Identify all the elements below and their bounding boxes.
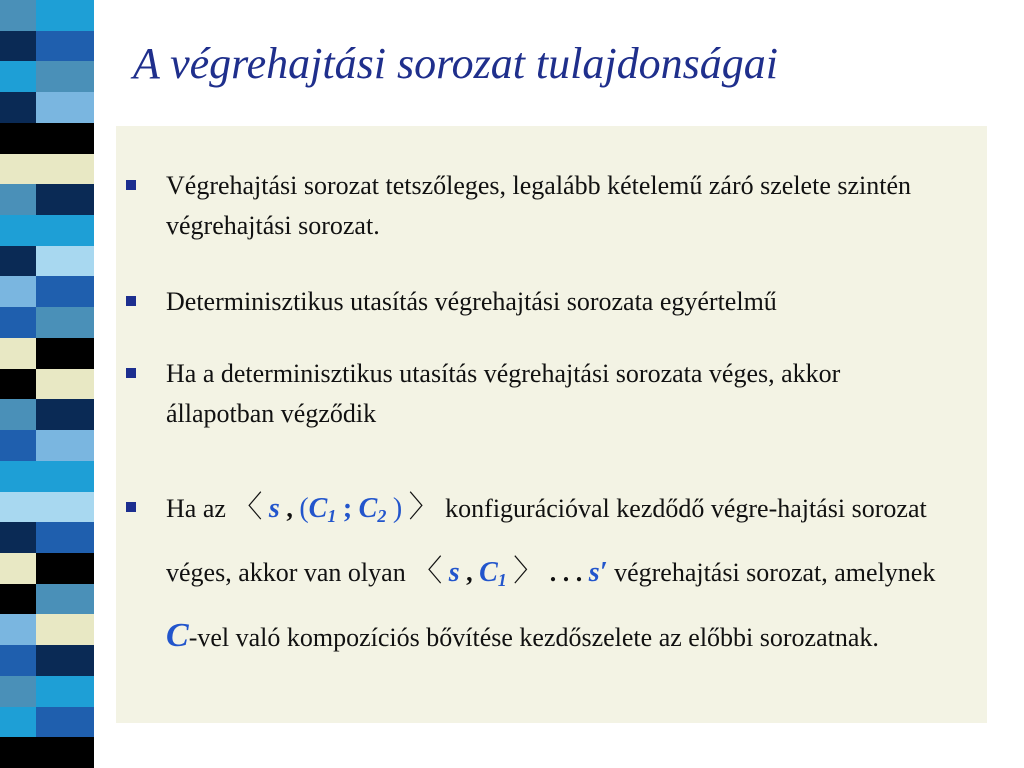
stripe-segment bbox=[36, 430, 94, 461]
stripe-segment bbox=[94, 399, 110, 430]
stripe-segment bbox=[0, 399, 36, 430]
stripe-segment bbox=[36, 553, 94, 584]
stripe-segment bbox=[94, 123, 110, 154]
bullet-text-2: Determinisztikus utasítás végrehajtási sorozata egyértelmű bbox=[166, 287, 777, 316]
stripe-segment bbox=[36, 154, 94, 185]
math-c2: C bbox=[358, 493, 378, 524]
math-s-prime: s′ bbox=[588, 557, 608, 588]
stripe-segment bbox=[0, 0, 36, 31]
bullet-text-4 bbox=[166, 480, 946, 666]
bullet-item-4 bbox=[126, 480, 946, 666]
right-angle-bracket: 〉 bbox=[513, 555, 544, 588]
stripe-segment bbox=[0, 154, 36, 185]
stripe-segment bbox=[94, 0, 110, 31]
stripe-segment bbox=[36, 522, 94, 553]
stripe-segment bbox=[36, 369, 94, 400]
stripe-segment bbox=[0, 645, 36, 676]
stripe-segment bbox=[36, 307, 94, 338]
stripe-segment bbox=[0, 246, 36, 277]
stripe-segment bbox=[94, 492, 110, 523]
stripe-segment bbox=[94, 31, 110, 62]
stripe-segment bbox=[36, 676, 94, 707]
right-angle-bracket: 〉 bbox=[408, 491, 439, 524]
math-comma: , bbox=[466, 558, 473, 587]
bullet-text-3: Ha a determinisztikus utasítás végrehajtási sorozata véges, akkor állapotban végződik bbox=[166, 359, 841, 428]
stripe-segment bbox=[0, 707, 36, 738]
stripe-segment bbox=[36, 492, 94, 523]
stripe-segment bbox=[0, 92, 36, 123]
stripe-segment bbox=[94, 737, 110, 768]
stripe-segment bbox=[36, 707, 94, 738]
stripe-segment bbox=[36, 246, 94, 277]
stripe-segment bbox=[36, 0, 94, 31]
bullet-item-1 bbox=[126, 166, 946, 246]
text-vel-valo: -vel való kompozíciós bővítése kezdőszelete az előbbi sorozatnak. bbox=[188, 623, 879, 652]
text-konfiguracioval: konfigurációval kezdődő végre-hajtási sorozat véges, akkor van olyan bbox=[166, 494, 927, 587]
stripe-segment bbox=[0, 492, 36, 523]
math-semicolon: ; bbox=[342, 493, 353, 524]
stripe-segment bbox=[94, 430, 110, 461]
bullet-marker bbox=[126, 368, 136, 378]
stripe-segment bbox=[94, 369, 110, 400]
stripe-segment bbox=[36, 737, 94, 768]
stripe-segment bbox=[36, 276, 94, 307]
bullet-text-1: Végrehajtási sorozat tetszőleges, legalább kételemű záró szelete szintén végrehajtási sorozat. bbox=[166, 171, 911, 240]
math-comma: , bbox=[286, 494, 293, 523]
bullet-marker bbox=[126, 296, 136, 306]
math-c1: C bbox=[308, 493, 328, 524]
bullet-marker bbox=[126, 502, 136, 512]
stripe-segment bbox=[94, 645, 110, 676]
stripe-segment bbox=[0, 307, 36, 338]
stripe-segment bbox=[94, 584, 110, 615]
stripe-segment bbox=[36, 61, 94, 92]
math-sub-2: 2 bbox=[377, 506, 387, 526]
stripe-segment bbox=[0, 461, 36, 492]
stripe-segment bbox=[0, 522, 36, 553]
stripe-segment bbox=[36, 338, 94, 369]
stripe-segment bbox=[94, 61, 110, 92]
slide-title: A végrehajtási sorozat tulajdonságai bbox=[133, 39, 778, 88]
math-sub-1: 1 bbox=[327, 506, 337, 526]
content-panel bbox=[116, 126, 987, 723]
stripe-segment bbox=[94, 707, 110, 738]
stripe-segment bbox=[36, 461, 94, 492]
stripe-segment bbox=[94, 522, 110, 553]
stripe-column-main bbox=[36, 0, 94, 768]
left-angle-bracket: 〈 bbox=[232, 491, 263, 524]
stripe-segment bbox=[0, 184, 36, 215]
stripe-segment bbox=[0, 676, 36, 707]
stripe-segment bbox=[36, 123, 94, 154]
stripe-segment bbox=[94, 92, 110, 123]
stripe-segment bbox=[0, 61, 36, 92]
stripe-segment bbox=[94, 276, 110, 307]
text-vegrehajtasi: végrehajtási sorozat, amelynek bbox=[614, 558, 936, 587]
stripe-segment bbox=[94, 553, 110, 584]
stripe-segment bbox=[94, 307, 110, 338]
stripe-segment bbox=[36, 184, 94, 215]
stripe-segment bbox=[36, 645, 94, 676]
stripe-segment bbox=[0, 338, 36, 369]
stripe-segment bbox=[0, 215, 36, 246]
stripe-segment bbox=[0, 430, 36, 461]
math-c: C bbox=[166, 617, 189, 654]
stripe-segment bbox=[0, 584, 36, 615]
stripe-segment bbox=[94, 676, 110, 707]
stripe-segment bbox=[94, 614, 110, 645]
stripe-segment bbox=[94, 184, 110, 215]
stripe-segment bbox=[0, 276, 36, 307]
stripe-segment bbox=[36, 584, 94, 615]
stripe-segment bbox=[36, 31, 94, 62]
stripe-segment bbox=[0, 369, 36, 400]
stripe-segment bbox=[36, 215, 94, 246]
bullet-marker bbox=[126, 180, 136, 190]
math-s: s bbox=[268, 493, 280, 524]
math-dots: . . . bbox=[549, 558, 583, 587]
stripe-column-left bbox=[0, 0, 36, 768]
math-s: s bbox=[448, 557, 460, 588]
stripe-segment bbox=[36, 92, 94, 123]
stripe-segment bbox=[36, 614, 94, 645]
math-paren-open: ( bbox=[299, 493, 309, 524]
text-ha-az: Ha az bbox=[166, 494, 226, 523]
left-angle-bracket: 〈 bbox=[412, 555, 443, 588]
stripe-segment bbox=[94, 338, 110, 369]
stripe-segment bbox=[36, 399, 94, 430]
stripe-segment bbox=[0, 553, 36, 584]
stripe-segment bbox=[94, 154, 110, 185]
stripe-segment bbox=[94, 246, 110, 277]
stripe-segment bbox=[94, 461, 110, 492]
stripe-segment bbox=[94, 215, 110, 246]
math-c1: C bbox=[479, 557, 498, 588]
math-paren-close: ) bbox=[392, 493, 403, 524]
bullet-item-2 bbox=[126, 282, 946, 322]
stripe-segment bbox=[0, 614, 36, 645]
stripe-column-right bbox=[94, 0, 110, 768]
bullet-item-3 bbox=[126, 354, 946, 434]
decorative-stripe bbox=[0, 0, 110, 768]
stripe-segment bbox=[0, 123, 36, 154]
stripe-segment bbox=[0, 737, 36, 768]
math-sub-1: 1 bbox=[497, 570, 507, 590]
stripe-segment bbox=[0, 31, 36, 62]
